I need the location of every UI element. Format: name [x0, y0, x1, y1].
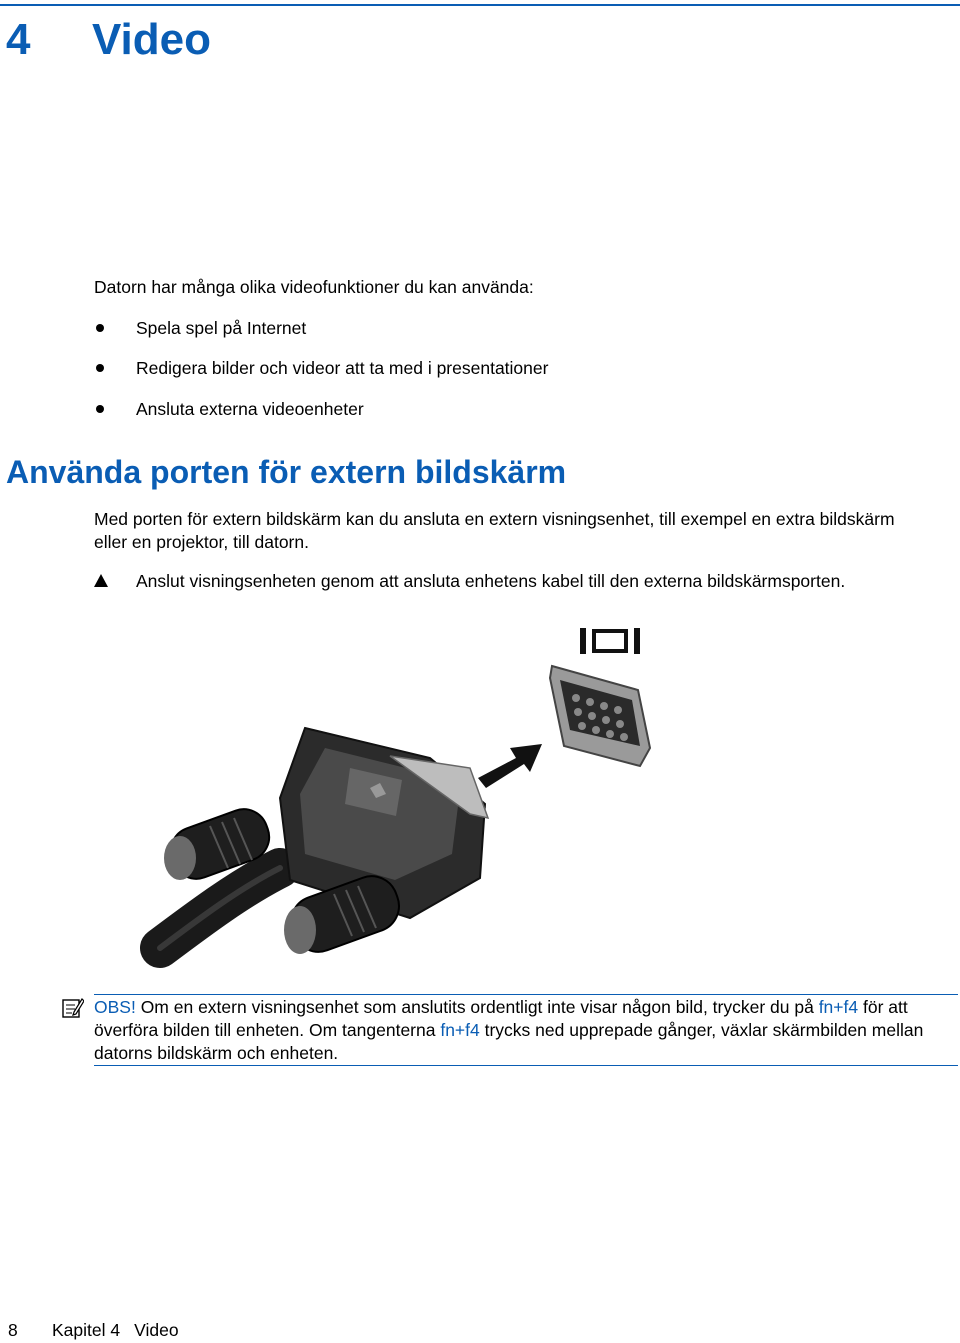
step-text: Anslut visningsenheten genom att ansluta enhetens kabel till den externa bildskärmsporten. — [136, 571, 846, 591]
bullet-dot — [96, 405, 104, 413]
chapter-number: 4 — [6, 15, 31, 64]
intro-paragraph: Datorn har många olika videofunktioner du kan använda: — [94, 277, 534, 297]
note-bottom-rule — [94, 1065, 958, 1066]
key-combination: fn+f4 — [818, 997, 859, 1017]
section-title: Använda porten för extern bildskärm — [6, 454, 567, 490]
note-text — [94, 996, 958, 1065]
bullet-dot — [96, 364, 104, 372]
list-item: Ansluta externa videoenheter — [136, 399, 364, 419]
note-top-rule — [94, 994, 958, 995]
page-footer — [8, 1318, 179, 1342]
chapter-name: Video — [92, 15, 212, 64]
section-paragraph-line-2: eller en projektor, till datorn. — [94, 532, 309, 552]
footer-chapter-label: Kapitel 4 — [52, 1320, 121, 1340]
note-text-part: Om en extern visningsenhet som anslutits ordentligt inte visar någon bild, trycker du på — [135, 997, 819, 1017]
vga-connection-illustration — [140, 618, 660, 978]
note-text-part: för att överföra bilden till enheten. Om tangenterna — [94, 997, 908, 1040]
key-combination: fn+f4 — [440, 1020, 480, 1040]
list-item: Spela spel på Internet — [136, 318, 307, 338]
footer-chapter-name: Video — [134, 1320, 179, 1340]
vga-port — [550, 666, 650, 766]
list-item: Redigera bilder och videor att ta med i presentationer — [136, 358, 549, 378]
page-number: 8 — [8, 1320, 18, 1340]
note-pencil-icon — [62, 997, 84, 1019]
monitor-port-icon — [580, 628, 640, 654]
chapter-title — [6, 14, 211, 66]
header-rule — [0, 4, 960, 6]
note-text-part: trycks ned upprepade gånger, växlar skärmbilden mellan datorns bildskärm och enheten. — [94, 1020, 924, 1063]
bullet-dot — [96, 324, 104, 332]
section-paragraph-line-1: Med porten för extern bildskärm kan du ansluta en extern visningsenhet, till exempel en extra bildskärm — [94, 509, 895, 529]
step-triangle-icon — [94, 574, 108, 587]
note-label: OBS! — [94, 997, 136, 1017]
insert-arrow-icon — [478, 744, 542, 788]
